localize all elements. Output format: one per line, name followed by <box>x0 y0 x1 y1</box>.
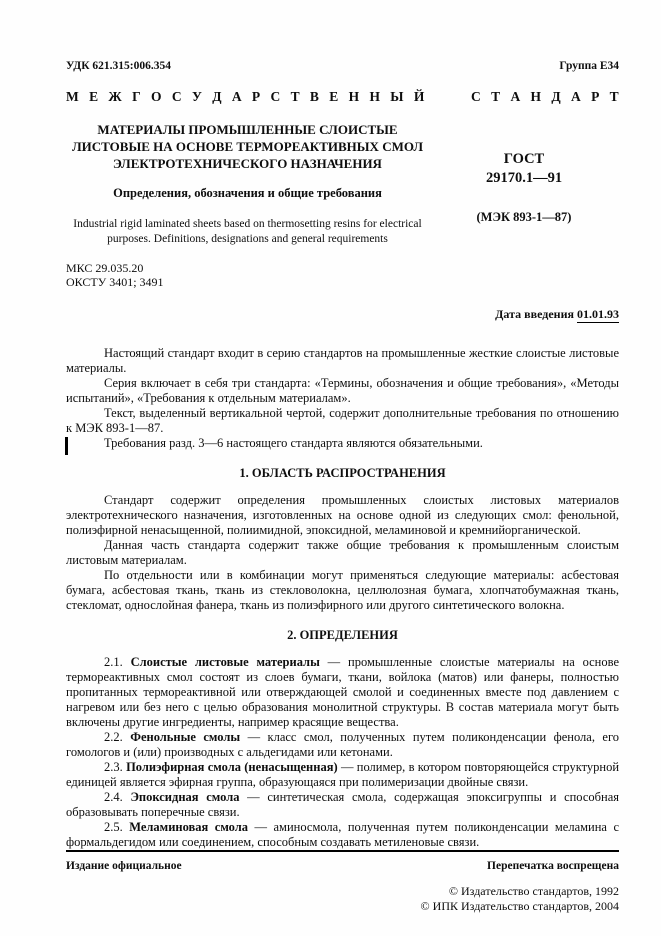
bottom-margin <box>66 914 619 936</box>
introduction-date-value: 01.01.93 <box>577 307 619 321</box>
document-title-en: Industrial rigid laminated sheets based on thermosetting resins for electrical purposes. Definitions, designations and general requirements <box>73 218 422 245</box>
copyright-1992: © Издательство стандартов, 1992 <box>448 884 619 898</box>
mks-code: МКС 29.035.20 <box>66 261 144 275</box>
definition-text: — аминосмола, полученная путем поликонденсации меламина с формальдегидом или соединением, способным создавать метиленовые связи. <box>66 820 620 849</box>
section-1-paragraph: Стандарт содержит определения промышленных слоистых листовых материалов электротехнического назначения, изготовленных на основе одной из следующих смол: фенольной, полиэфирной ненасыщенной, полиимидной, эпоксидной, меламиновой и кремнийорганической. <box>66 493 619 537</box>
definition-term: Эпоксидная смола <box>130 790 240 804</box>
definition-text: — синтетическая смола, содержащая эпоксигруппы и способная образовывать поперечные связи. <box>66 790 620 819</box>
okstu-code: ОКСТУ 3401; 3491 <box>66 275 164 289</box>
copyright-2004: © ИПК Издательство стандартов, 2004 <box>420 899 619 913</box>
section-2-heading: 2. ОПРЕДЕЛЕНИЯ <box>287 628 398 642</box>
definition-term: Слоистые листовые материалы <box>130 655 320 669</box>
definition-2-1 <box>66 655 619 730</box>
title-right-column <box>429 121 619 246</box>
document-subtitle: Определения, обозначения и общие требования <box>113 186 382 200</box>
definition-text: — класс смол, полученных путем поликонденсации фенола, его гомологов и (или) производных с альдегидами или кетонами. <box>66 730 620 759</box>
intro-paragraph-changebar: Требования разд. 3—6 настоящего стандарта являются обязательными. <box>66 436 619 451</box>
gost-label: ГОСТ <box>503 151 545 167</box>
definition-term: Фенольные смолы <box>130 730 241 744</box>
section-1-paragraph: Данная часть стандарта содержит также общие требования к промышленным слоистым листовым материалам. <box>66 538 619 567</box>
udk-code: УДК 621.315:006.354 <box>66 60 171 72</box>
document-title-ru <box>66 121 429 172</box>
footer-row <box>66 857 619 874</box>
definition-number: 2.1. <box>104 655 123 669</box>
iec-reference: (МЭК 893-1—87) <box>476 210 572 224</box>
title-block <box>66 121 619 246</box>
classification-codes <box>66 261 619 289</box>
definition-term: Полиэфирная смола (ненасыщенная) <box>126 760 338 774</box>
definition-number: 2.2. <box>104 730 123 744</box>
definition-2-5 <box>66 820 619 850</box>
copyright-block <box>66 884 619 914</box>
title-line-1: МАТЕРИАЛЫ ПРОМЫШЛЕННЫЕ СЛОИСТЫЕ <box>97 122 398 137</box>
introduction-date-label: Дата введения <box>495 307 574 321</box>
intro-paragraph: Текст, выделенный вертикальной чертой, содержит дополнительные требования по отношению к МЭК 893-1—87. <box>66 406 619 435</box>
document-body <box>66 346 619 850</box>
section-1-heading: 1. ОБЛАСТЬ РАСПРОСТРАНЕНИЯ <box>239 466 446 480</box>
group-code: Группа Е34 <box>559 60 619 72</box>
definition-2-3 <box>66 760 619 790</box>
title-left-column <box>66 121 429 246</box>
title-line-3: ЭЛЕКТРОТЕХНИЧЕСКОГО НАЗНАЧЕНИЯ <box>113 156 382 171</box>
official-edition-label: Издание официальное <box>66 860 182 872</box>
section-1-paragraph: По отдельности или в комбинации могут применяться следующие материалы: асбестовая бумага, асбестовая ткань, ткань из стекловолокна, целлюлозная бумага, хлопчатобумажная ткань, стекломат, однослойная фанера, ткань из полиэфирного или другого синтетического волокна. <box>66 568 619 612</box>
page-footer <box>66 850 619 936</box>
intro-paragraph: Серия включает в себя три стандарта: «Термины, обозначения и общие требования», «Методы испытаний», «Требования к отдельным материалам». <box>66 376 619 405</box>
footer-rule <box>66 850 619 852</box>
definition-2-2 <box>66 730 619 760</box>
reprint-prohibited-label: Перепечатка воспрещена <box>487 860 619 872</box>
introduction-date <box>66 307 619 322</box>
document-meta-row <box>66 60 619 72</box>
definition-term: Меламиновая смола <box>129 820 249 834</box>
definition-text: — полимер, в котором повторяющейся структурной единицей является эфирная группа, образующаяся при полимеризации двойные связи. <box>66 760 620 789</box>
gost-number: 29170.1—91 <box>485 170 563 186</box>
intro-paragraph: Настоящий стандарт входит в серию стандартов на промышленные жесткие слоистые листовые материалы. <box>66 346 619 375</box>
definition-2-4 <box>66 790 619 820</box>
definition-number: 2.3. <box>104 760 123 774</box>
definition-text: — промышленные слоистые материалы на основе термореактивных смол состоят из слоев бумаги, ткани, войлока (матов) или фанеры, полностью пропитанных термореактивной или отверждающей смолой и соединенных вместе под давлением с нагревом или без него с целью образования монолитной структуры. В состав материала могут быть включены другие ингредиенты, например красящие вещества. <box>66 655 620 729</box>
standard-type-heading: М Е Ж Г О С У Д А Р С Т В Е Н Н Ы Й С Т А Н Д А Р Т <box>66 89 619 104</box>
definition-number: 2.4. <box>104 790 123 804</box>
title-line-2: ЛИСТОВЫЕ НА ОСНОВЕ ТЕРМОРЕАКТИВНЫХ СМОЛ <box>72 139 423 154</box>
definition-number: 2.5. <box>104 820 123 834</box>
